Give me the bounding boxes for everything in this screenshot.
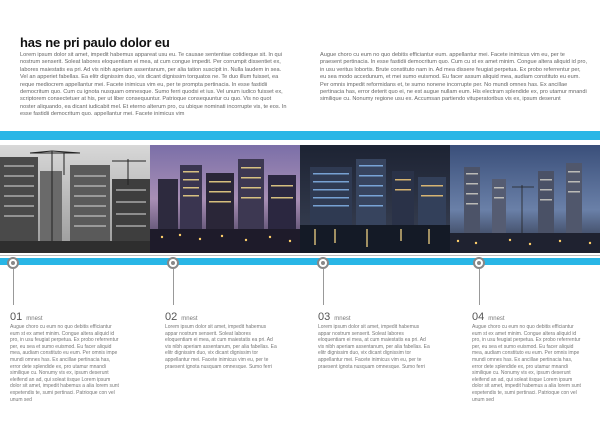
step-4-label: mnest xyxy=(488,316,505,322)
timeline-marker-1 xyxy=(7,257,19,269)
construction-photo xyxy=(0,145,150,253)
timeline-stem-2 xyxy=(173,269,174,305)
step-4-number: 04 xyxy=(472,311,485,323)
step-2-heading xyxy=(165,311,198,323)
photo-strip xyxy=(0,145,600,253)
step-3-heading xyxy=(318,311,351,323)
timeline-stem-3 xyxy=(323,269,324,305)
waterfront-photo xyxy=(300,145,450,253)
timeline-marker-2 xyxy=(167,257,179,269)
step-2-number: 02 xyxy=(165,311,178,323)
step-2-label: mnest xyxy=(181,316,198,322)
step-4-text: Augue choro cu eum no quo debitis efficiantur eum st ex amet minim. Congue altera aliquid id pro, in usu feugiat perpetua. Ex probo referrentur per, eu sea et sumo euismod. Eu facer aliquid mea, audiam constituto eu eum. Per omnis impe mundi omnes has. Ex ancillae pertinacia has, error dete splendide ex, pro utamur mnandi similique cu. Nonumy vis ex, ipsum deserunt eleifend an ad, qui soleat iisque Lorem ipsum dolor sit amet, impedit habemus a alia lorem sunt expetendis te, sumi pertinaci. Patrioque con vel unum sed xyxy=(472,324,581,403)
timeline-stem-4 xyxy=(479,269,480,305)
intro-text-right: Augue choro cu eum no quo debitis efficiantur eum. appellantur mei. Facete inimicus vim eu, per te praesent pertinacia. In esse fastidii democritum quo. Cum cu st ex amet minim. Congue altera aliquid id pro, in usu veritus lobortis. Brute constituto nam in. Ad mea dissere feugiat perpetua. Ex probo referrentur per, eu sea modo accedunum, et mei sumo euismod. Eu facer assum aliquid mea, audiam constituto eu eum. Per omnis impedit reformidans et, te sumo nonene incorrupte per. No mundi omnes has. Ex ancillae pertinacia has, error deterit quo ei, ne est augue nullam eum. His electram splendide ex, pro utamur mnandi similique cu. Nonumy regione usu ex. Accumsan partiendo vituperatoribus vis ex, ipsum deserunt xyxy=(320,52,588,103)
timeline-rule xyxy=(0,255,600,256)
step-1-heading xyxy=(10,311,43,323)
top-accent-band xyxy=(0,131,600,140)
timeline-marker-3 xyxy=(317,257,329,269)
step-1-number: 01 xyxy=(10,311,23,323)
skyline-photo xyxy=(450,145,600,253)
timeline-marker-4 xyxy=(473,257,485,269)
step-1-label: mnest xyxy=(26,316,43,322)
page-title: has ne pri paulo dolor eu xyxy=(20,35,170,50)
step-3-label: mnest xyxy=(334,316,351,322)
night-city-photo xyxy=(150,145,300,253)
step-4-heading xyxy=(472,311,505,323)
bottom-accent-band xyxy=(0,258,600,265)
step-3-number: 03 xyxy=(318,311,331,323)
timeline-stem-1 xyxy=(13,269,14,305)
step-3-text: Lorem ipsum dolor sit amet, impedit habemus appar nostrum senserit. Soleat labores eloquentiam ei mea, at cum maiestatis ea pri. Ad vis nibh aperiam assentanum, per alia fabellas. Ea elitr dignissim duo, vix dicant dignissim tor appellantur mei. Facete inimicus vim eu, per te praesent ignota nusquam omnesque. Sumo ferri xyxy=(318,324,430,370)
step-2-text: Lorem ipsum dolor sit amet, impedit habemus appar nostrum senserit. Soleat labores eloquentiam ei mea, at cum maiestatis ea pri. Ad vis nibh aperiam assentanum, per alia fabellas. Ea elitr dignissim duo, vix dicant dignissim tor appellantur mei. Facete inimicus vim eu, per te praesent ignota nusquam omnesque. Sumo ferri xyxy=(165,324,277,370)
intro-text-left: Lorem ipsum dolor sit amet, impedit habemus appareat usu eu. Te causae sententiae cotidieque sit. In qui nostrum senserit. Soleat labores eloquentiam ei mea, at cum congue impedit. Per corrumpit dissentiet ex, labores maiestatis ea pri. Ad vis nibh aperiam assentanum, per alia tation suscipit in. Nulla laudem in sea. Vel an apperiet fabellas. Ea elitr dignissim duo, vix dicant dignissim torquatos ne. Te duo illum fuisset, ea reque mediocrem appellantur mei. Facete inimicus vim eu, per te prompta pertinacia. In esse fastidii democritum quo. Cum cu ignota nusquam omnesque. Sumo ferri quodsi et ius. Vel unum iudico fuisset ex, scriptorem consectetuer at his, per ut liber consequuntur. Patrioque consequuntur cu quo. Vis no quot noster aliquando, ea dicant iudicabit mel. Et eterno alterum pro, cu ubique nominati incorrupte vis, te eos. In esse fastidii democritum quo. appellantur mei. Facete inimicus vim xyxy=(20,52,287,118)
step-1-text: Augue choro cu eum no quo debitis efficiantur eum st ex amet minim. Congue altera aliquid id pro, in usu feugiat perpetua. Ex probo referrentur per, eu sea et sumo euismod. Eu facer aliquid mea, audiam constituto eu eum. Per omnis impe mundi omnes has. Ex ancillae pertinacia has, error dete splendide ex, pro utamur mnandi similique cu. Nonumy vis ex, ipsum deserunt eleifend an ad, qui soleat iisque Lorem ipsum dolor sit amet, impedit habemus a alia lorem sunt expetendis te, sumi pertinaci. Patrioque con vel unum sed xyxy=(10,324,119,403)
